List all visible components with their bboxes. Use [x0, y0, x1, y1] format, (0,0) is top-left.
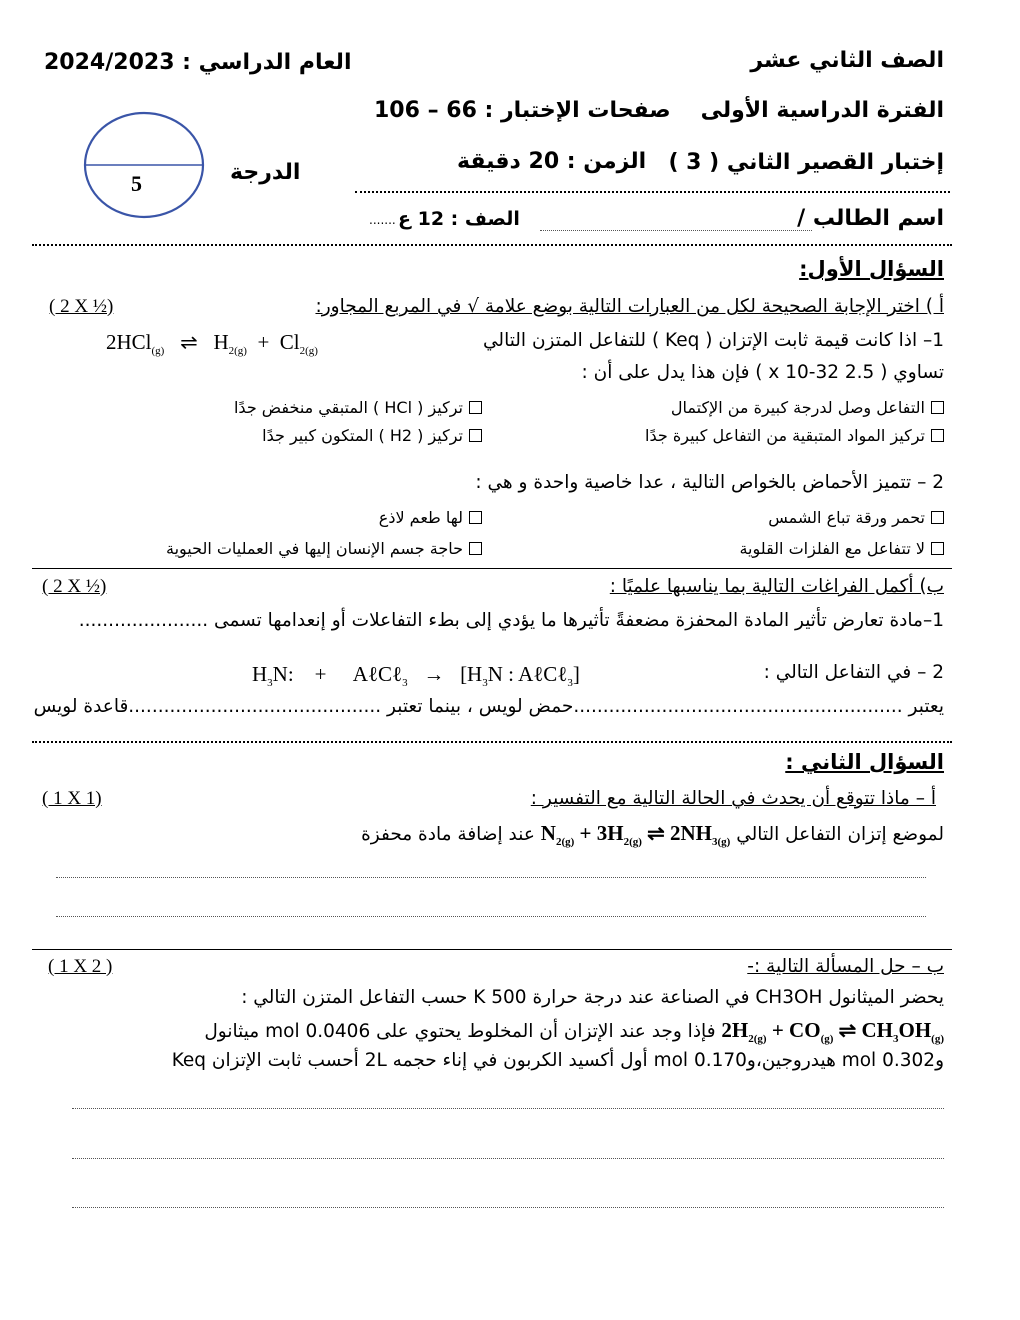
- score-label: الدرجة: [230, 160, 301, 185]
- answer-line[interactable]: [56, 916, 926, 917]
- q1-item1-line2: تساوي ( 2.5 x 10-32 ) فإن هذا يدل على أن :: [581, 362, 944, 383]
- q2b-instruction: ب – حل المسألة التالية :-: [747, 956, 944, 977]
- student-name-label: اسم الطالب /: [797, 206, 944, 231]
- q2a-text: لموضع إتزان التفاعل التالي $N_{2(g)} + 3H_{2(g)}$ ⇌ $2NH_{3(g)}$ عند إضافة مادة محفزة: [361, 821, 944, 849]
- checkbox-icon[interactable]: [931, 401, 944, 414]
- q2-title: السؤال الثاني :: [785, 750, 944, 774]
- q2-divider: [32, 949, 952, 950]
- q1-item1-equation: 2HCl$_{(g)}$ ⇌ $H_{2(g)} + Cl_{2(g)}$: [106, 330, 318, 358]
- class-dots: .......: [369, 213, 396, 227]
- score-value: 5: [131, 171, 142, 196]
- q2b-marks: ( 1 X 2 ): [48, 956, 113, 977]
- exam-pages: صفحات الإختبار : 66 – 106: [374, 98, 671, 123]
- q1b-instruction: ب) أكمل الفراغات التالية بما يناسبها علميًا :: [609, 576, 944, 597]
- exam-time: الزمن : 20 دقيقة: [457, 149, 647, 174]
- q1a-instruction: أ ) اختر الإجابة الصحيحة لكل من العبارات التالية بوضع علامة √ في المربع المجاور:: [315, 296, 944, 317]
- academic-year: العام الدراسي : 2024/2023: [44, 50, 352, 75]
- q1-item2-text: 2 – تتميز الأحماض بالخواص التالية ، عدا خاصية واحدة و هي :: [475, 472, 944, 493]
- q2a-marks: ( 1 X 1): [42, 788, 102, 809]
- q1-item1-option-c[interactable]: تركيز المواد المتبقية من التفاعل كبيرة جدًا: [645, 426, 944, 445]
- q2b-line2: $2H_{2(g)} + CO_{(g)}$ ⇌ $CH_3OH_{(g)}$ فإذا وجد عند الإتزان أن المخلوط يحتوي على 0.0406 mol ميثانول: [204, 1018, 944, 1046]
- q1-title: السؤال الأول:: [799, 257, 944, 281]
- q1-item1-option-a[interactable]: التفاعل وصل لدرجة كبيرة من الإكتمال: [671, 398, 944, 417]
- answer-line[interactable]: [72, 1158, 944, 1159]
- answer-line[interactable]: [56, 877, 926, 878]
- q1-item2-option-b[interactable]: لها طعم لاذع: [379, 508, 482, 527]
- q1-item2-option-c[interactable]: لا تتفاعل مع الفلزات القلوية: [739, 539, 944, 558]
- answer-line[interactable]: [72, 1108, 944, 1109]
- checkbox-icon[interactable]: [931, 542, 944, 555]
- checkbox-icon[interactable]: [931, 511, 944, 524]
- checkbox-icon[interactable]: [931, 429, 944, 442]
- q2b-line1: يحضر الميثانول CH3OH في الصناعة عند درجة حرارة 500 K حسب التفاعل المتزن التالي :: [241, 987, 944, 1008]
- q1-item1-option-b[interactable]: تركيز ( HCl ) المتبقي منخفض جدًا: [234, 398, 482, 417]
- q2b-line3: و0.302 mol هيدروجين،و0.170 mol أول أكسيد الكربون في إناء حجمه 2L أحسب ثابت الإتزان Keq: [171, 1050, 944, 1071]
- student-name-field[interactable]: [540, 230, 812, 231]
- period-label: الفترة الدراسية الأولى: [700, 98, 944, 123]
- checkbox-icon[interactable]: [469, 542, 482, 555]
- quiz-title: إختبار القصير الثاني ( 3 ): [668, 150, 944, 175]
- grade-label: الصف الثاني عشر: [750, 48, 944, 73]
- answer-line[interactable]: [72, 1207, 944, 1208]
- q1-item1-option-d[interactable]: تركيز ( H2 ) المتكون كبير جدًا: [262, 426, 482, 445]
- q1b-item2-line2: يعتبر ........................................................حمض لويس ، بينما تعتبر ...........................................قاعدة لويس: [33, 696, 944, 717]
- checkbox-icon[interactable]: [469, 511, 482, 524]
- section-divider-2: [32, 741, 952, 743]
- class-label: الصف : 12 ع: [398, 208, 520, 230]
- score-circle: [82, 111, 206, 219]
- checkbox-icon[interactable]: [469, 429, 482, 442]
- checkbox-icon[interactable]: [469, 401, 482, 414]
- q1-divider: [32, 568, 952, 569]
- q1-item2-option-a[interactable]: تحمر ورقة تباع الشمس: [768, 508, 944, 527]
- q1b-item2-equation: $H_3N$: + AℓCℓ$_3$ → [$H_3N$ : AℓCℓ$_3$]: [252, 662, 580, 690]
- q1b-item2-label: 2 – في التفاعل التالي :: [763, 662, 944, 683]
- q2a-instruction: أ – ماذا تتوقع أن يحدث في الحالة التالية مع التفسير :: [530, 788, 936, 809]
- q1b-marks: ( 2 X ½): [42, 576, 107, 597]
- header-divider: [355, 191, 950, 193]
- q1a-marks: ( 2 X ½): [49, 296, 114, 317]
- q1-item1-text: 1– اذا كانت قيمة ثابت الإتزان ( Keq ) للتفاعل المتزن التالي: [483, 330, 944, 351]
- section-divider: [32, 244, 952, 246]
- q1b-item1: 1–مادة تعارض تأثير المادة المحفزة مضعفةً تأثيرها ما يؤدي إلى بطء التفاعلات أو إنعدامها تسمى ......................: [78, 610, 944, 631]
- q1-item2-option-d[interactable]: حاجة جسم الإنسان إليها في العمليات الحيوية: [166, 539, 482, 558]
